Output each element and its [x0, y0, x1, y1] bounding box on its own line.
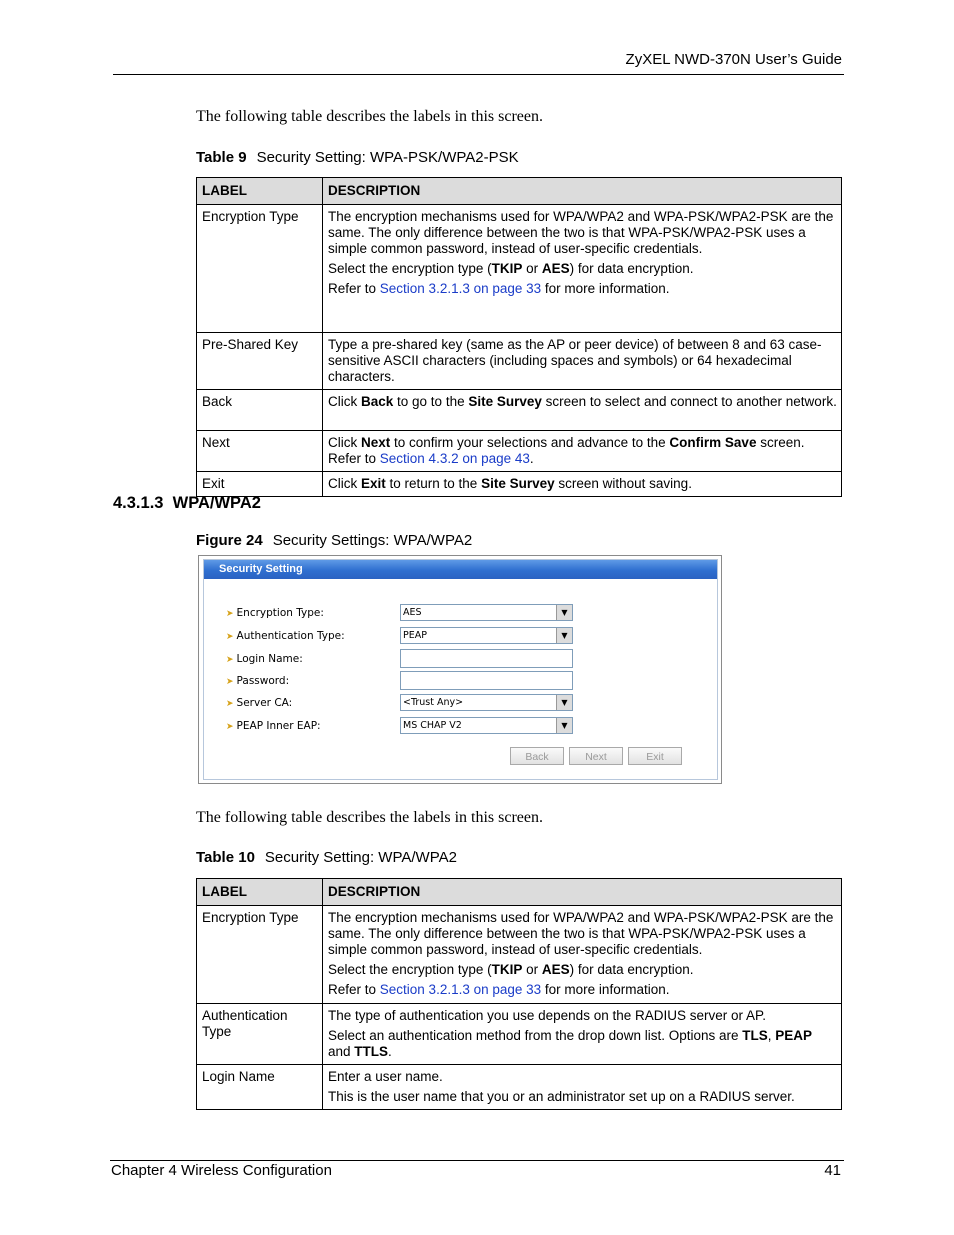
table-row: [197, 390, 842, 431]
section-heading: 4.3.1.3 WPA/WPA2: [113, 494, 261, 512]
authentication-type-select[interactable]: PEAP ▼: [400, 627, 573, 644]
row-description: Click Next to confirm your selections and advance to the Confirm Save screen. Refer to Section 4.3.2 on page 43.: [323, 431, 842, 472]
table-header-row: [197, 178, 842, 205]
table-row: [197, 333, 842, 390]
bullet-arrow-icon: ➤: [226, 632, 234, 642]
table9-caption-num: Table 9: [196, 149, 247, 166]
security-settings-screenshot: [198, 555, 722, 784]
peap-inner-eap-select[interactable]: MS CHAP V2 ▼: [400, 717, 573, 734]
row-label: Pre-Shared Key: [197, 333, 323, 390]
panel-titlebar: [204, 560, 717, 579]
section-link[interactable]: Section 3.2.1.3 on page 33: [379, 982, 542, 997]
guide-title: ZyXEL NWD-370N User’s Guide: [625, 51, 842, 68]
table-row: [197, 906, 842, 1004]
section-link[interactable]: Section 3.2.1.3 on page 33: [379, 281, 542, 296]
figure-caption-num: Figure 24: [196, 532, 263, 549]
login-name-input[interactable]: [400, 649, 573, 668]
col-label: LABEL: [197, 879, 323, 906]
server-ca-select[interactable]: <Trust Any> ▼: [400, 694, 573, 711]
header-rule: [113, 74, 844, 75]
row-description: Click Back to go to the Site Survey screen to select and connect to another network.: [323, 390, 842, 431]
desc-paragraph: Select the encryption type (TKIP or AES) for data encryption.: [328, 261, 694, 276]
row-description: The type of authentication you use depends on the RADIUS server or AP. Select an authentication method from the drop down list. Options are TLS, PEAP and TTLS.: [323, 1004, 842, 1065]
next-button[interactable]: Next: [569, 747, 623, 765]
authentication-type-label: ➤ Authentication Type:: [226, 630, 345, 642]
table-header-row: [197, 879, 842, 906]
bullet-arrow-icon: ➤: [226, 609, 234, 619]
table10-caption-text: Security Setting: WPA/WPA2: [264, 849, 457, 866]
bullet-arrow-icon: ➤: [226, 699, 234, 709]
row-description: Click Exit to return to the Site Survey screen without saving.: [323, 472, 842, 497]
password-label: ➤ Password:: [226, 675, 290, 687]
row-label: Next: [197, 431, 323, 472]
table9: [196, 177, 842, 497]
col-description: DESCRIPTION: [323, 178, 842, 205]
chapter-title: Chapter 4 Wireless Configuration: [111, 1162, 332, 1179]
chevron-down-icon[interactable]: ▼: [556, 718, 572, 733]
encryption-type-label: ➤ Encryption Type:: [226, 607, 324, 619]
row-label: Encryption Type: [197, 205, 323, 333]
row-label: Authentication Type: [197, 1004, 323, 1065]
page-number: 41: [824, 1162, 841, 1179]
table9-caption-text: Security Setting: WPA-PSK/WPA2-PSK: [256, 149, 519, 166]
panel-title: Security Setting: [219, 563, 303, 575]
bullet-arrow-icon: ➤: [226, 655, 234, 665]
encryption-type-select[interactable]: AES ▼: [400, 604, 573, 621]
row-description: The encryption mechanisms used for WPA/WPA2 and WPA-PSK/WPA2-PSK are the same. The only difference between the two is that WPA-PSK/WPA2-PSK uses a simple common password, instead of user-specific credentials. Select the encryption type (TKIP or AES) for data encryption. Refer to Section 3.2.1.3 on page 33 for more information.: [323, 906, 842, 1004]
row-label: Login Name: [197, 1065, 323, 1110]
row-description: Type a pre-shared key (same as the AP or peer device) of between 8 and 63 case-sensitive ASCII characters (including spaces and symbols) or 64 hexadecimal characters.: [323, 333, 842, 390]
table-row: [197, 472, 842, 497]
section-link[interactable]: Section 4.3.2 on page 43: [379, 451, 530, 466]
row-description: [323, 205, 842, 333]
figure-caption: [196, 532, 472, 549]
row-label: Exit: [197, 472, 323, 497]
chevron-down-icon[interactable]: ▼: [556, 695, 572, 710]
footer-rule: [110, 1160, 844, 1161]
peap-inner-eap-label: ➤ PEAP Inner EAP:: [226, 720, 321, 732]
col-label: LABEL: [197, 178, 323, 205]
table9-caption: [196, 149, 519, 166]
chevron-down-icon[interactable]: ▼: [556, 628, 572, 643]
table10-caption: [196, 849, 457, 866]
desc-paragraph: The encryption mechanisms used for WPA/WPA2 and WPA-PSK/WPA2-PSK are the same. The only difference between the two is that WPA-PSK/WPA2-PSK uses a simple common password, instead of user-specific credentials.: [328, 209, 834, 256]
desc-paragraph: Refer to Section 3.2.1.3 on page 33 for more information.: [328, 281, 670, 296]
table-row: [197, 205, 842, 333]
intro-text: The following table describes the labels in this screen.: [196, 809, 544, 826]
server-ca-label: ➤ Server CA:: [226, 697, 293, 709]
col-description: DESCRIPTION: [323, 879, 842, 906]
password-input[interactable]: [400, 671, 573, 690]
bullet-arrow-icon: ➤: [226, 722, 234, 732]
row-description: Enter a user name. This is the user name that you or an administrator set up on a RADIUS server.: [323, 1065, 842, 1110]
chevron-down-icon[interactable]: ▼: [556, 605, 572, 620]
back-button[interactable]: Back: [510, 747, 564, 765]
table-row: [197, 1004, 842, 1065]
table10: [196, 878, 842, 1110]
intro-text: The following table describes the labels in this screen.: [196, 108, 544, 125]
table-row: [197, 431, 842, 472]
figure-caption-text: Security Settings: WPA/WPA2: [272, 532, 473, 549]
row-label: Encryption Type: [197, 906, 323, 1004]
table10-caption-num: Table 10: [196, 849, 255, 866]
exit-button[interactable]: Exit: [628, 747, 682, 765]
login-name-label: ➤ Login Name:: [226, 653, 303, 665]
security-setting-panel: [203, 559, 718, 780]
table-row: [197, 1065, 842, 1110]
bullet-arrow-icon: ➤: [226, 677, 234, 687]
row-label: Back: [197, 390, 323, 431]
